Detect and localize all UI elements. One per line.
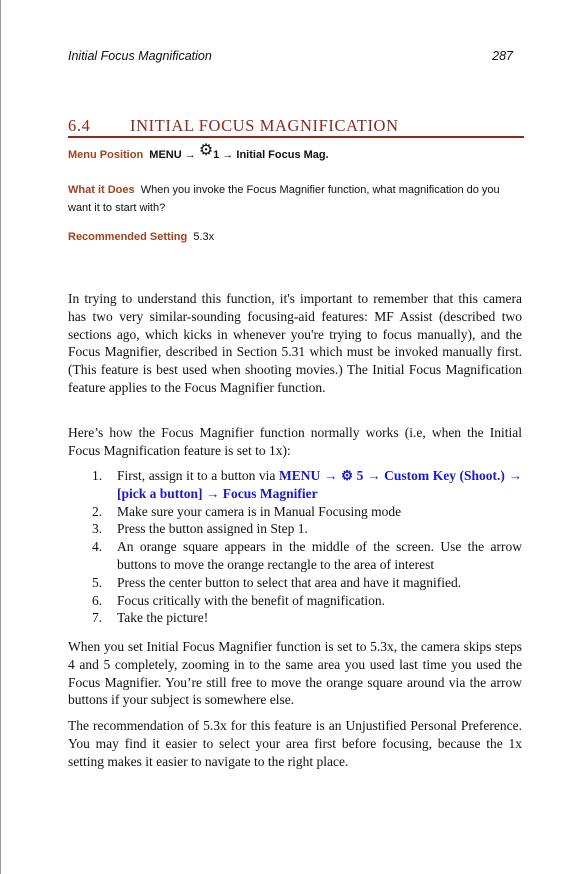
menu-position-tab: 1 [213,149,220,161]
recommended-setting-label: Recommended Setting [68,231,188,243]
list-item [68,520,522,538]
step-text: Press the button assigned in Step 1. [117,521,308,537]
heading-rule [68,136,524,138]
step-text: Focus critically with the benefit of magnification. [117,592,386,608]
menu-path-tab: 5 [356,468,364,483]
step-number: 1. [92,468,103,483]
recommended-setting-value: 5.3x [193,231,215,243]
menu-path-menu: MENU [279,468,321,483]
paragraph-5-3x-behavior: When you set Initial Focus Magnifier function is set to 5.3x, the camera skips steps 4 and 5 completely, zooming in to the same area you used last time you used the Focus Magnifier. You’re still free to move the orange square around via the arrow buttons if your subject is somewhere else. [68,639,522,708]
section-number: 6.4 [68,116,91,135]
arrow-icon: → [508,468,523,483]
step-text: First, assign it to a button via [117,468,280,483]
arrow-icon: → [323,468,338,483]
list-item [68,503,522,521]
gear-icon: ⚙ [340,468,354,483]
step-number: 6. [92,592,103,608]
step-text: Make sure your camera is in Manual Focusing mode [117,503,402,519]
page-edge [0,0,1,874]
steps-list [68,467,522,627]
paragraph-recommendation: The recommendation of 5.3x for this feature is an Unjustified Personal Preference. You may find it easier to select your area first before focusing, because the 1x setting makes it easier to navigate to the right place. [68,718,522,769]
arrow-icon: → [205,485,220,501]
running-header-title: Initial Focus Magnification [68,49,212,63]
paragraph-how-it-works: Here’s how the Focus Magnifier function normally works (i.e, when the Initial Focus Magnification feature is set to 1x): [68,425,522,458]
list-item [68,592,522,610]
what-it-does-label: What it Does [68,184,135,196]
menu-position-label: Menu Position [68,149,144,161]
menu-path-pick: [pick a button] [117,485,203,501]
step-number: 4. [92,539,103,555]
menu-position-item: Initial Focus Mag. [236,149,329,161]
step-number: 5. [92,574,103,590]
arrow-icon: → [367,468,381,483]
step-text: Press the center button to select that area and have it magnified. [117,574,462,590]
gear-icon: ⚙ [198,142,214,159]
menu-path-custom-key: Custom Key (Shoot.) [384,468,505,483]
section-title: INITIAL FOCUS MAGNIFICATION [130,116,399,135]
list-item [68,538,522,574]
list-item [68,574,522,592]
arrow-icon: → [184,149,196,161]
paragraph-intro: In trying to understand this function, it's important to remember that this camera has two very similar-sounding focusing-aid features: MF Assist (described two sections ago, which kicks in whenever you're trying to focus manually), and the Focus Magnifier, described in Section 5.31 which must be invoked manually first. (This feature is best used when shooting movies.) The Initial Focus Magnification feature applies to the Focus Magnifier function. [68,291,522,395]
step-text: Take the picture! [117,610,209,626]
list-item [68,467,522,503]
recommended-setting [68,231,214,243]
menu-path-target: Focus Magnifier [222,485,318,501]
step-number: 2. [92,503,103,519]
menu-position-menu: MENU [149,149,182,161]
step-number: 3. [92,521,103,537]
list-item [68,609,522,627]
running-header [68,49,516,67]
what-it-does-text: When you invoke the Focus Magnifier function, what magnification do you want it to start with? [68,184,500,214]
step-number: 7. [92,610,103,626]
what-it-does [68,181,518,217]
arrow-icon: → [222,149,234,161]
step-text: An orange square appears in the middle of the screen. Use the arrow buttons to move the orange rectangle to the area of interest [117,539,522,572]
page-number: 287 [492,49,513,63]
menu-position [68,142,329,161]
